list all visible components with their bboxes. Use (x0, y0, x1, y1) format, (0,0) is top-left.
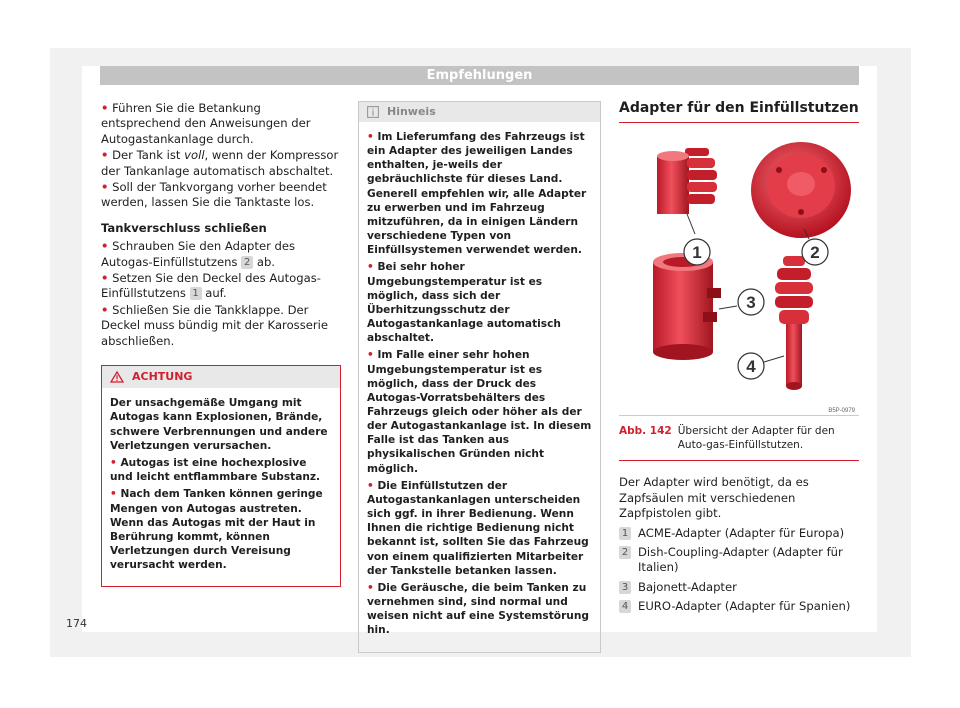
euro-adapter-shape (775, 256, 813, 390)
callout-1 (684, 214, 710, 265)
step-item (101, 239, 341, 270)
bullet-dot: • (367, 479, 374, 492)
adapter-figure (619, 134, 859, 416)
column-right (619, 101, 859, 615)
step-text: ab. (256, 254, 275, 269)
column-left (101, 101, 341, 587)
list-item (619, 526, 859, 541)
bullet-dot: • (101, 271, 109, 286)
caption-text: Übersicht der Adapter für den Auto-gas-Einfüllstutzen. (677, 425, 835, 452)
callout-number: 1 (692, 243, 702, 263)
caption-rule (619, 460, 859, 461)
intro-text: Der Adapter wird benötigt, da es Zapfsäulen mit verschiedenen Zapfpistolen gibt. (619, 475, 809, 521)
callout-number: 2 (810, 243, 820, 263)
warning-intro: Der unsachgemäße Umgang mit Autogas kann Explosionen, Brände, schwere Verbrennungen und andere Verletzungen verursachen. (110, 397, 328, 452)
ref-badge: 1 (190, 287, 202, 300)
bullet-dot: • (101, 180, 109, 195)
caption-label: Abb. 142 (619, 425, 672, 438)
bullet-dot: • (367, 131, 374, 143)
bullet-dot: • (367, 349, 374, 362)
adapter-illustration (619, 134, 859, 416)
bullet-item (101, 148, 341, 179)
warning-label: ACHTUNG (132, 369, 193, 383)
list-item (619, 580, 859, 595)
bullet-dot: • (101, 239, 109, 254)
step-text: Setzen Sie den Deckel des Autogas-Einfüllstutzens (101, 271, 321, 301)
item-number: 1 (619, 527, 631, 540)
hint-point: • Die Einfüllstutzen der Autogastankanlagen unterscheiden sich ggf. in ihrer Bedienung. Wenn Ihnen die richtige Bedienung nicht bekannt ist, sollten Sie das Fahrzeug von einem qualifizierten Mitarbeiter der Tankstelle betanken lassen. (367, 479, 589, 577)
bayonet-adapter-shape (653, 253, 721, 360)
ref-badge: 2 (241, 256, 253, 269)
column-middle (358, 101, 601, 653)
dish-adapter-shape (751, 142, 851, 238)
step-item (101, 271, 341, 302)
figure-caption (619, 416, 859, 452)
step-text: auf. (205, 286, 227, 301)
hint-box (358, 101, 601, 653)
item-text: Bajonett-Adapter (638, 579, 737, 594)
bullet-dot: • (101, 302, 109, 317)
step-text: Schließen Sie die Tankklappe. Der Deckel muss bündig mit der Karosserie abschließen. (101, 302, 328, 348)
step-text: Schrauben Sie den Adapter des Autogas-Einfüllstutzens (101, 239, 296, 269)
item-text: Dish-Coupling-Adapter (Adapter für Italien) (638, 545, 843, 575)
warning-body (102, 388, 340, 585)
hint-point: • Bei sehr hoher Umgebungstemperatur ist es möglich, dass sich der Überhitzungsschutz der Autogastankanlage automatisch abschaltet. (367, 261, 561, 345)
bullet-dot: • (101, 101, 109, 115)
bullet-item: • Führen Sie die Betankung entsprechend den Anweisungen der Autogastankanlage durch. (101, 101, 311, 146)
list-item (619, 545, 859, 576)
hint-point: • Im Falle einer sehr hohen Umgebungstemperatur ist es möglich, dass der Druck des Autogas-Vorratsbehälters des Fahrzeugs gleich oder höher als der der Autogastankanlage ist. In diesem Falle ist das Tanken aus physikalischen Gründen nicht möglich. (367, 349, 592, 475)
warning-point: • Autogas ist eine hochexplosive und leicht entflammbare Substanz. (110, 456, 321, 484)
item-number: 4 (619, 600, 631, 613)
acme-adapter-shape (657, 148, 717, 214)
hint-point: • Im Lieferumfang des Fahrzeugs ist ein Adapter des jeweiligen Landes enthalten, je-weils der gebräuchlichste für dieses Land. Generell empfehlen wir, alle Adapter zu erwerben und im Fahrzeug mitzuführen, da in einigen Ländern verschiedene Typen von Einfüllsystemen verwendet werden. (367, 131, 587, 257)
info-icon (367, 106, 379, 118)
section-header: Empfehlungen (100, 66, 859, 85)
item-number: 2 (619, 546, 631, 559)
bullet-dot: • (110, 456, 117, 469)
bullet-dot: • (367, 581, 374, 594)
callout-number: 3 (746, 293, 756, 313)
bullet-text-voll: Der Tank ist voll, wenn der Kompressor der Tankanlage automatisch abschaltet. (101, 148, 339, 178)
list-item (619, 599, 859, 614)
callout-number: 4 (746, 357, 756, 377)
figure-code: B5P-0979 (828, 408, 855, 415)
hint-label: Hinweis (387, 105, 436, 119)
bullet-dot: • (101, 148, 109, 163)
page-number: 174 (66, 617, 87, 630)
item-text: ACME-Adapter (Adapter für Europa) (638, 525, 845, 540)
bullet-dot: • (367, 261, 374, 274)
hint-header (359, 102, 600, 122)
step-item (101, 303, 341, 349)
item-number: 3 (619, 581, 631, 594)
warning-header (102, 366, 340, 388)
warning-box (101, 365, 341, 586)
warning-point: • Nach dem Tanken können geringe Mengen von Autogas austreten. Wenn das Autogas mit der Haut in Berührung kommt, können Verletzungen durch Vereisung verursacht werden. (110, 488, 323, 572)
section-heading: Tankverschluss schließen (101, 220, 267, 235)
callout-3 (719, 289, 764, 315)
item-text: EURO-Adapter (Adapter für Spanien) (638, 599, 851, 614)
hint-point: • Die Geräusche, die beim Tanken zu vernehmen sind, sind normal und weisen nicht auf eine Systemstörung hin. (367, 581, 589, 637)
figure-title: Adapter für den Einfüllstutzen (619, 101, 859, 123)
warning-triangle-icon (110, 371, 124, 383)
bullet-dot: • (110, 488, 117, 501)
bullet-item: • Soll der Tankvorgang vorher beendet werden, lassen Sie die Tanktaste los. (101, 180, 327, 210)
callout-4 (738, 353, 784, 379)
hint-body (359, 122, 600, 652)
